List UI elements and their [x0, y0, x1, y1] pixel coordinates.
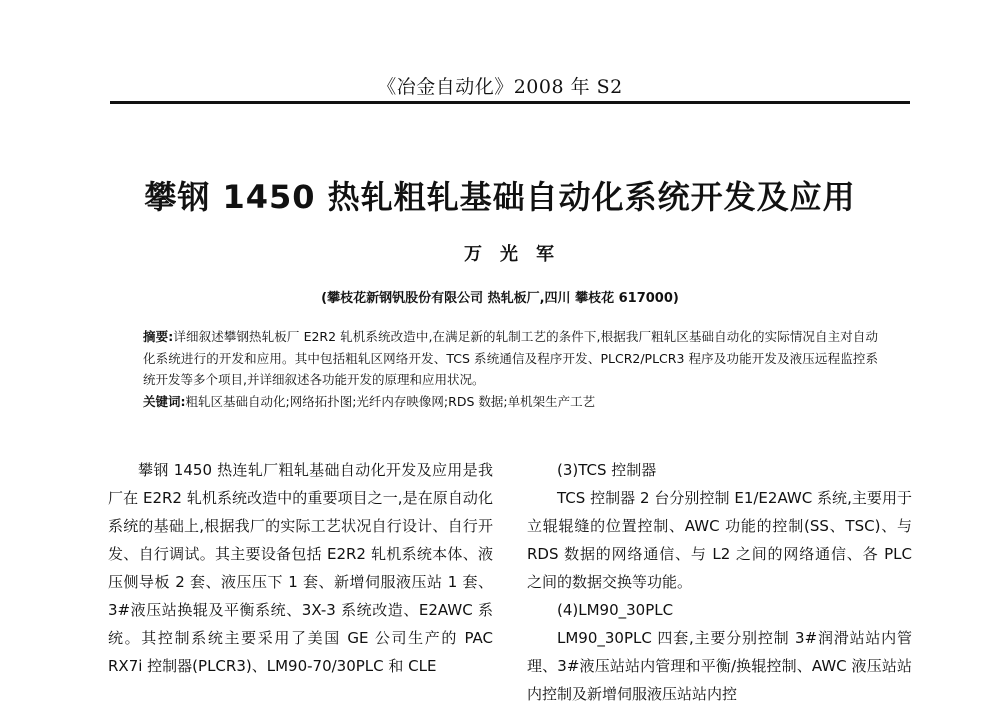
- right-column: [527, 456, 912, 708]
- paper-title: 攀钢 1450 热轧粗轧基础自动化系统开发及应用: [144, 178, 856, 216]
- keywords-label: 关键词:: [143, 393, 186, 409]
- header-rule: [110, 101, 910, 104]
- abstract-label: 摘要:: [143, 329, 174, 344]
- keywords-paragraph: [143, 391, 878, 413]
- left-column: [108, 456, 493, 680]
- abstract-block: [143, 326, 878, 412]
- lm90-paragraph: LM90_30PLC 四套,主要分别控制 3#润滑站站内管理、3#液压站站内管理和平衡/换辊控制、AWC 液压站站内控制及新增伺服液压站站内控: [527, 629, 912, 703]
- section-heading-tcs: (3)TCS 控制器: [557, 461, 657, 479]
- journal-header: 《冶金自动化》2008 年 S2: [377, 76, 623, 98]
- keywords-text: 粗轧区基础自动化;网络拓扑图;光纤内存映像网;RDS 数据;单机架生产工艺: [185, 393, 596, 409]
- intro-paragraph: 攀钢 1450 热连轧厂粗轧基础自动化开发及应用是我厂在 E2R2 轧机系统改造中的重要项目之一,是在原自动化系统的基础上,根据我厂的实际工艺状况自行设计、自行开发、自行调试。其主要设备包括 E2R2 轧机系统本体、液压侧导板 2 套、液压压下 1 套、新增伺服液压站 1 套、3#液压站换辊及平衡系统、3X-3 系统改造、E2AWC 系统。其控制系统主要采用了美国 GE 公司生产的 PAC RX7i 控制器(PLCR3)、LM90-70/30PLC 和 CLE: [108, 461, 493, 675]
- tcs-paragraph: TCS 控制器 2 台分别控制 E1/E2AWC 系统,主要用于立辊辊缝的位置控制、AWC 功能的控制(SS、TSC)、与 RDS 数据的网络通信、与 L2 之间的网络通信、各 PLC 之间的数据交换等功能。: [527, 489, 912, 591]
- abstract-paragraph: [143, 326, 878, 391]
- author-name: 万光军: [464, 244, 572, 265]
- section-heading-lm90: (4)LM90_30PLC: [557, 601, 674, 619]
- abstract-text: 详细叙述攀钢热轧板厂 E2R2 轧机系统改造中,在满足新的轧制工艺的条件下,根据我厂粗轧区基础自动化的实际情况自主对自动化系统进行的开发和应用。其中包括粗轧区网络开发、TCS 系统通信及程序开发、PLCR2/PLCR3 程序及功能开发及液压远程监控系统开发等多个项目,并详细叙述各功能开发的原理和应用状况。: [143, 329, 879, 387]
- affiliation: (攀枝花新钢钒股份有限公司 热轧板厂,四川 攀枝花 617000): [321, 291, 679, 306]
